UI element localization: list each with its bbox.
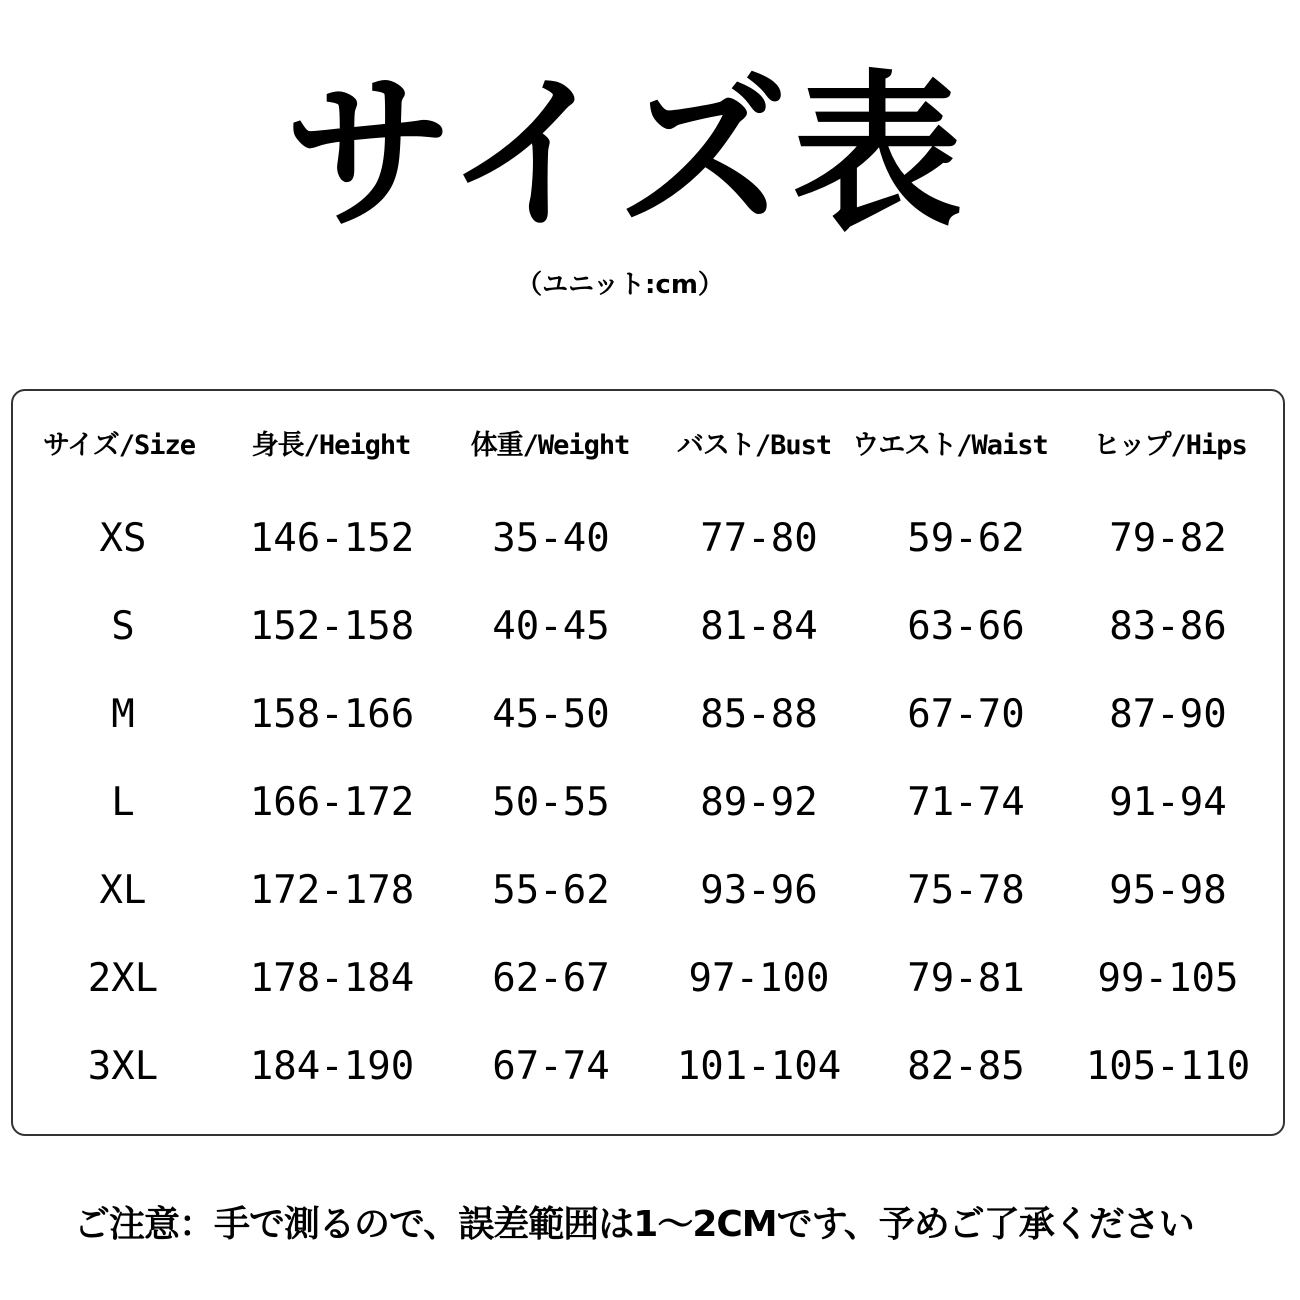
header-height: 身長/Height <box>251 430 411 461</box>
header-size: サイズ/Size <box>42 430 196 461</box>
table-row <box>13 861 1287 921</box>
header-bust: バスト/Bust <box>676 430 832 461</box>
cell-size: 2XL <box>87 956 159 1001</box>
cell-weight: 67-74 <box>492 1044 610 1089</box>
cell-height: 146-152 <box>249 516 415 561</box>
table-row <box>13 949 1287 1009</box>
cell-weight: 45-50 <box>492 692 610 737</box>
header-hips: ヒップ/Hips <box>1093 430 1247 461</box>
cell-bust: 89-92 <box>700 780 818 825</box>
unit-label: （ユニット:cm） <box>516 270 724 300</box>
cell-waist: 67-70 <box>907 692 1025 737</box>
cell-size: 3XL <box>87 1044 159 1089</box>
cell-hips: 91-94 <box>1109 780 1227 825</box>
table-row <box>13 597 1287 657</box>
cell-waist: 71-74 <box>907 780 1025 825</box>
table-row <box>13 773 1287 833</box>
cell-weight: 55-62 <box>492 868 610 913</box>
cell-hips: 105-110 <box>1085 1044 1251 1089</box>
cell-weight: 62-67 <box>492 956 610 1001</box>
cell-hips: 95-98 <box>1109 868 1227 913</box>
size-table <box>11 389 1285 1136</box>
table-row <box>13 685 1287 745</box>
cell-waist: 63-66 <box>907 604 1025 649</box>
cell-height: 166-172 <box>249 780 415 825</box>
cell-size: XL <box>99 868 147 913</box>
cell-waist: 79-81 <box>907 956 1025 1001</box>
cell-height: 152-158 <box>249 604 415 649</box>
cell-waist: 59-62 <box>907 516 1025 561</box>
cell-hips: 87-90 <box>1109 692 1227 737</box>
header-waist: ウエスト/Waist <box>852 430 1048 461</box>
cell-hips: 83-86 <box>1109 604 1227 649</box>
cell-waist: 75-78 <box>907 868 1025 913</box>
table-row <box>13 509 1287 569</box>
measurement-note: ご注意：手で測るので、誤差範囲は1～2CMです、予めご了承ください <box>74 1204 1194 1245</box>
table-header-row <box>13 416 1287 476</box>
cell-weight: 35-40 <box>492 516 610 561</box>
cell-bust: 97-100 <box>688 956 830 1001</box>
page-title: サイズ表 <box>283 56 967 254</box>
cell-bust: 81-84 <box>700 604 818 649</box>
cell-size: S <box>111 604 135 649</box>
cell-height: 184-190 <box>249 1044 415 1089</box>
cell-weight: 40-45 <box>492 604 610 649</box>
cell-weight: 50-55 <box>492 780 610 825</box>
cell-height: 178-184 <box>249 956 415 1001</box>
cell-bust: 77-80 <box>700 516 818 561</box>
cell-hips: 99-105 <box>1097 956 1239 1001</box>
cell-size: L <box>111 780 135 825</box>
cell-height: 158-166 <box>249 692 415 737</box>
cell-size: XS <box>99 516 147 561</box>
cell-bust: 93-96 <box>700 868 818 913</box>
header-weight: 体重/Weight <box>470 430 630 461</box>
cell-bust: 101-104 <box>676 1044 842 1089</box>
cell-hips: 79-82 <box>1109 516 1227 561</box>
table-row <box>13 1037 1287 1097</box>
cell-height: 172-178 <box>249 868 415 913</box>
cell-waist: 82-85 <box>907 1044 1025 1089</box>
cell-bust: 85-88 <box>700 692 818 737</box>
cell-size: M <box>111 692 135 737</box>
